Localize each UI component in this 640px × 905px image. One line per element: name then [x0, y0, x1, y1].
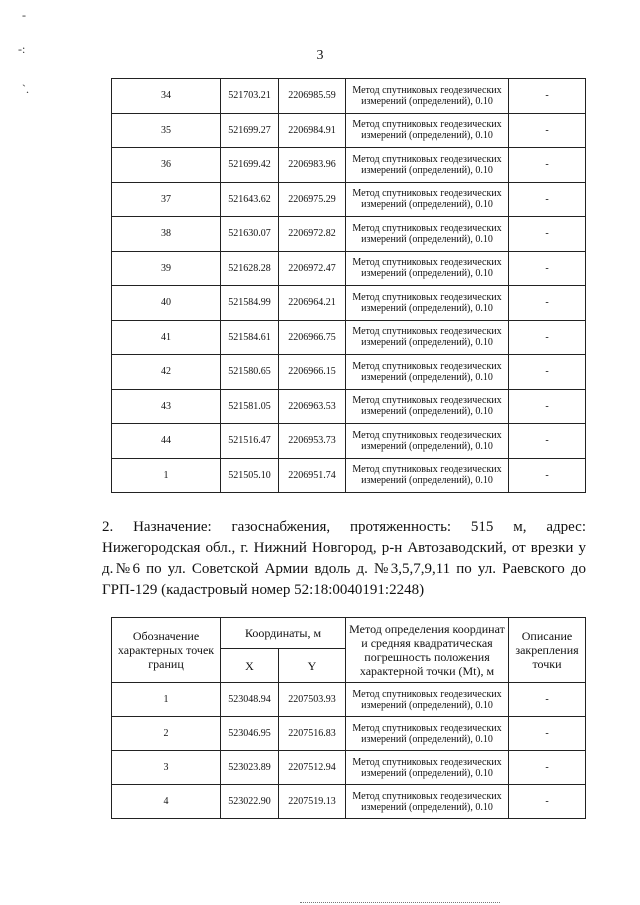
header-description: Описание закрепления точки: [509, 618, 586, 683]
description-cell: -: [509, 113, 586, 148]
method-cell: Метод спутниковых геодезических измерений (определений), 0.10: [346, 751, 509, 785]
point-number: 37: [112, 182, 221, 217]
point-number: 35: [112, 113, 221, 148]
table-row: [112, 113, 586, 148]
scan-mark: -:: [18, 42, 26, 56]
coord-x: 521505.10: [221, 458, 279, 493]
method-cell: Метод спутниковых геодезических измерений (определений), 0.10: [346, 79, 509, 114]
table-row: [112, 785, 586, 819]
coord-y: 2206966.75: [279, 320, 346, 355]
coord-y: 2206966.15: [279, 355, 346, 390]
coord-y: 2206951.74: [279, 458, 346, 493]
description-cell: -: [509, 79, 586, 114]
coord-x: 521584.61: [221, 320, 279, 355]
coord-x: 521699.27: [221, 113, 279, 148]
description-cell: -: [509, 751, 586, 785]
table-row: [112, 182, 586, 217]
table-row: [112, 79, 586, 114]
coord-y: 2206963.53: [279, 389, 346, 424]
table-row: [112, 251, 586, 286]
description-cell: -: [509, 355, 586, 390]
method-cell: Метод спутниковых геодезических измерений (определений), 0.10: [346, 389, 509, 424]
coord-y: 2206972.47: [279, 251, 346, 286]
coord-y: 2206953.73: [279, 424, 346, 459]
section-paragraph: 2. Назначение: газоснабжения, протяженность: 515 м, адрес: Нижегородская обл., г. Нижний Новгород, р-н Автозаводский, от врезки у д.№6 по ул. Советской Армии вдоль д. №3,5,7,9,11 по ул. Раевского до ГРП-129 (кадастровый номер 52:18:0040191:2248): [102, 519, 586, 598]
point-number: 4: [112, 785, 221, 819]
description-cell: -: [509, 320, 586, 355]
method-cell: Метод спутниковых геодезических измерений (определений), 0.10: [346, 683, 509, 717]
table-row: [112, 751, 586, 785]
description-cell: -: [509, 251, 586, 286]
coord-x: 521580.65: [221, 355, 279, 390]
point-number: 40: [112, 286, 221, 321]
method-cell: Метод спутниковых геодезических измерений (определений), 0.10: [346, 320, 509, 355]
coord-x: 521628.28: [221, 251, 279, 286]
coord-x: 523022.90: [221, 785, 279, 819]
coord-y: 2207519.13: [279, 785, 346, 819]
description-cell: -: [509, 424, 586, 459]
point-number: 2: [112, 717, 221, 751]
coord-x: 521584.99: [221, 286, 279, 321]
coord-y: 2206972.82: [279, 217, 346, 252]
table-row: [112, 717, 586, 751]
table-row: [112, 683, 586, 717]
table-row: [112, 424, 586, 459]
description-cell: -: [509, 717, 586, 751]
method-cell: Метод спутниковых геодезических измерений (определений), 0.10: [346, 717, 509, 751]
coord-x: 523023.89: [221, 751, 279, 785]
scan-mark: `.: [22, 82, 29, 96]
table-row: [112, 458, 586, 493]
point-number: 1: [112, 683, 221, 717]
table-row: [112, 389, 586, 424]
coordinates-table-continued: [111, 78, 586, 493]
coord-y: 2206975.29: [279, 182, 346, 217]
coord-y: 2206983.96: [279, 148, 346, 183]
method-cell: Метод спутниковых геодезических измерений (определений), 0.10: [346, 113, 509, 148]
coord-x: 523048.94: [221, 683, 279, 717]
header-coordinates: Координаты, м: [221, 618, 346, 649]
point-number: 1: [112, 458, 221, 493]
method-cell: Метод спутниковых геодезических измерений (определений), 0.10: [346, 785, 509, 819]
scan-mark: -: [22, 8, 26, 22]
description-cell: -: [509, 389, 586, 424]
method-cell: Метод спутниковых геодезических измерений (определений), 0.10: [346, 251, 509, 286]
table-row: [112, 217, 586, 252]
page-number: 3: [316, 48, 324, 63]
point-number: 36: [112, 148, 221, 183]
coord-x: 521703.21: [221, 79, 279, 114]
header-y: Y: [279, 649, 346, 683]
method-cell: Метод спутниковых геодезических измерений (определений), 0.10: [346, 424, 509, 459]
point-number: 42: [112, 355, 221, 390]
coord-y: 2206984.91: [279, 113, 346, 148]
coord-y: 2207512.94: [279, 751, 346, 785]
coord-x: 521643.62: [221, 182, 279, 217]
description-cell: -: [509, 785, 586, 819]
description-cell: -: [509, 217, 586, 252]
table-row: [112, 148, 586, 183]
point-number: 38: [112, 217, 221, 252]
point-number: 39: [112, 251, 221, 286]
description-cell: -: [509, 458, 586, 493]
point-number: 3: [112, 751, 221, 785]
header-method: Метод определения координат и средняя квадратическая погрешность положения характерной точки (Mt), м: [346, 618, 509, 683]
table-row: [112, 286, 586, 321]
description-cell: -: [509, 683, 586, 717]
table-row: [112, 355, 586, 390]
method-cell: Метод спутниковых геодезических измерений (определений), 0.10: [346, 355, 509, 390]
coord-y: 2207503.93: [279, 683, 346, 717]
coord-x: 523046.95: [221, 717, 279, 751]
method-cell: Метод спутниковых геодезических измерений (определений), 0.10: [346, 458, 509, 493]
point-number: 34: [112, 79, 221, 114]
point-number: 43: [112, 389, 221, 424]
coordinates-table: [111, 617, 586, 819]
table-row: [112, 320, 586, 355]
header-x: X: [221, 649, 279, 683]
coord-x: 521516.47: [221, 424, 279, 459]
method-cell: Метод спутниковых геодезических измерений (определений), 0.10: [346, 148, 509, 183]
method-cell: Метод спутниковых геодезических измерений (определений), 0.10: [346, 286, 509, 321]
description-cell: -: [509, 182, 586, 217]
coord-x: 521699.42: [221, 148, 279, 183]
coord-x: 521630.07: [221, 217, 279, 252]
point-number: 44: [112, 424, 221, 459]
coord-y: 2206985.59: [279, 79, 346, 114]
header-point: Обозначение характерных точек границ: [112, 618, 221, 683]
description-cell: -: [509, 286, 586, 321]
method-cell: Метод спутниковых геодезических измерений (определений), 0.10: [346, 217, 509, 252]
point-number: 41: [112, 320, 221, 355]
coord-y: 2206964.21: [279, 286, 346, 321]
description-cell: -: [509, 148, 586, 183]
method-cell: Метод спутниковых геодезических измерений (определений), 0.10: [346, 182, 509, 217]
coord-x: 521581.05: [221, 389, 279, 424]
coord-y: 2207516.83: [279, 717, 346, 751]
